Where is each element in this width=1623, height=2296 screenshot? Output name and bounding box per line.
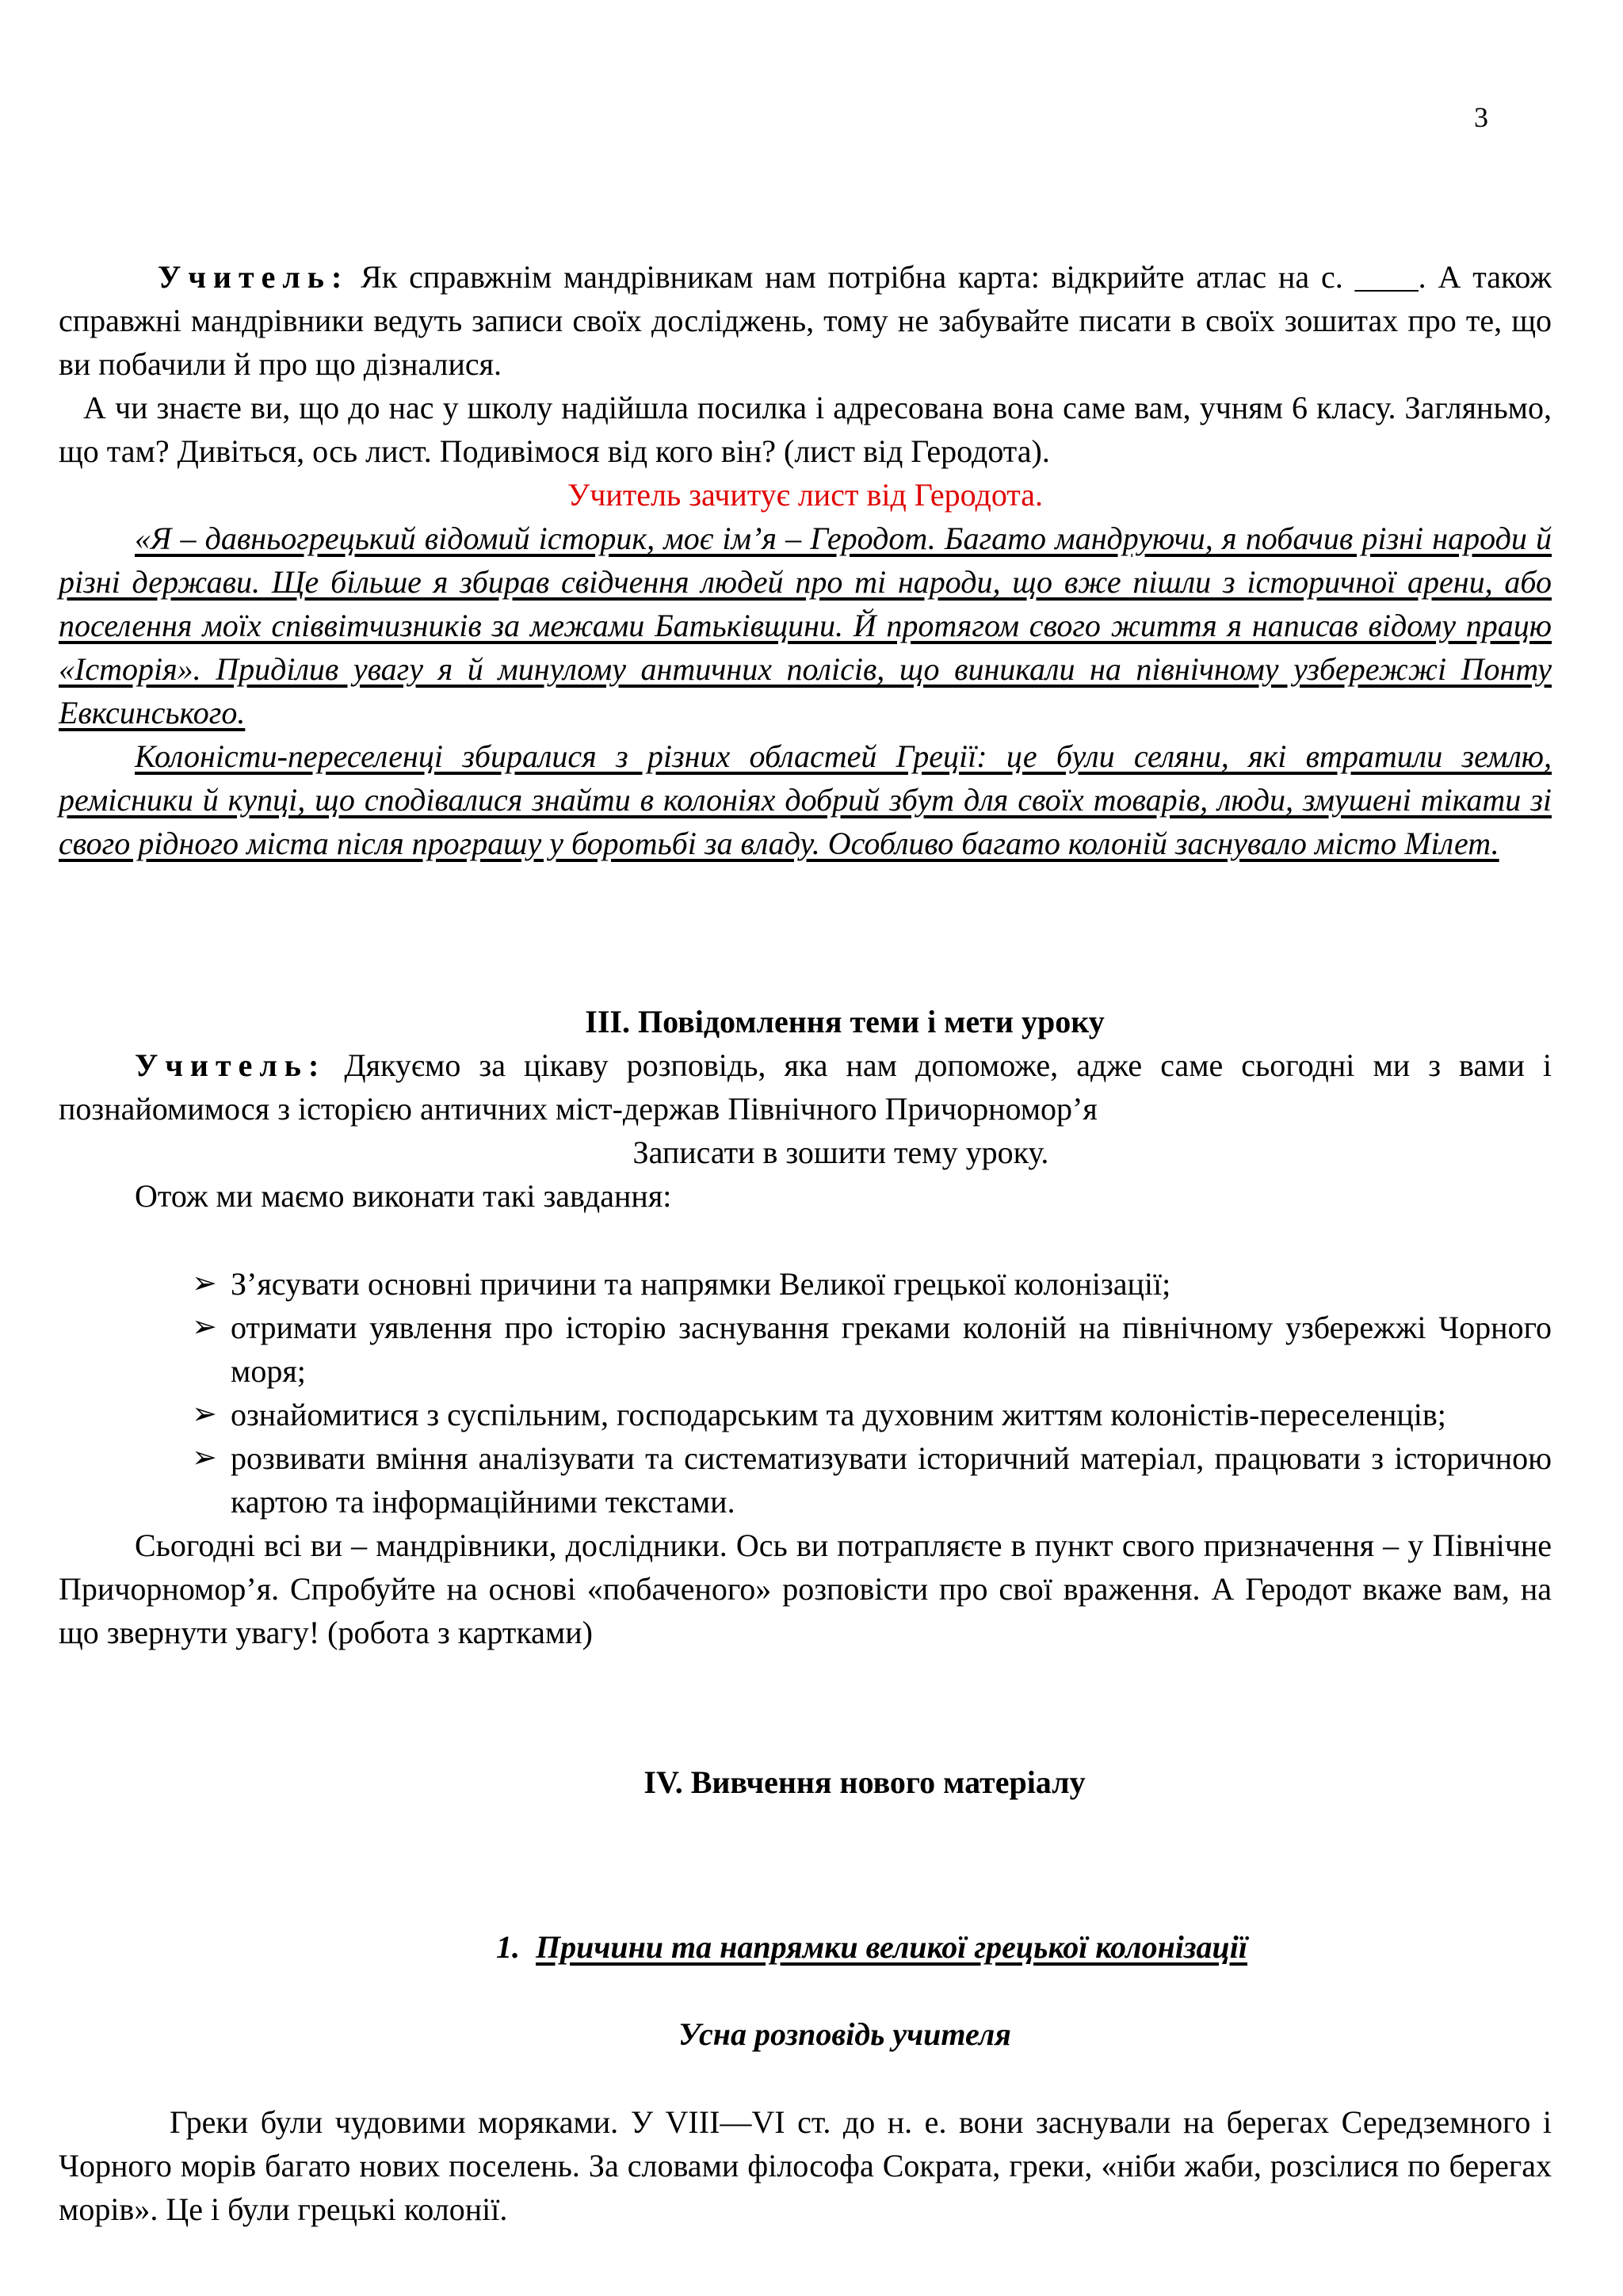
section-3: [59, 1000, 1552, 1654]
oral-story-heading: Усна розповідь учителя: [678, 2016, 1011, 2052]
arrow-bullet-icon: ➢: [192, 1398, 217, 1431]
section-4-text-block: [59, 2100, 1552, 2231]
tasks-list: [59, 1262, 1552, 1524]
section-3-paragraph: [59, 1043, 1552, 1131]
intro-section: [59, 255, 1552, 865]
subsection-title: Причини та напрямки великої грецької колонізації: [536, 1929, 1247, 1965]
section-3-closing: Сьогодні всі ви – мандрівники, дослідники. Ось ви потрапляєте в пункт свого призначення – у Північне Причорномор’я. Спробуйте на основі «побаченого» розповісти про свої враження. А Геродот вкаже вам, на що звернути увагу! (робота з картками): [59, 1527, 1552, 1650]
list-item: ➢ ознайомитися з суспільним, господарським та духовним життям колоністів-переселенців;: [59, 1393, 1552, 1436]
section-3-text: Дякуємо за цікаву розповідь, яка нам допоможе, адже саме сьогодні ми з вами і познайомимося з історією античних міст-держав Північного Причорномор’я: [59, 1047, 1552, 1127]
speaker-label: Учитель:: [135, 1047, 327, 1083]
arrow-bullet-icon: ➢: [192, 1267, 217, 1300]
section-3-note: Записати в зошити тему уроку.: [632, 1135, 1049, 1170]
oral-story-heading-block: [59, 2012, 1552, 2056]
intro-paragraph-1: [59, 255, 1552, 386]
intro-text-1: Як справжнім мандрівникам нам потрібна карта: відкрийте атлас на с. ____. А також справжні мандрівники ведуть записи своїх досліджень, тому не забувайте писати в своїх зошитах про те, що ви побачили й про що дізналися.: [59, 259, 1552, 382]
subsection-number: 1.: [496, 1929, 520, 1965]
intro-paragraph-2: А чи знаєте ви, що до нас у школу надійшла посилка і адресована вона саме вам, учням 6 класу. Загляньмо, що там? Дивіться, ось лист. Подивімося від кого він? (лист від Геродота).: [59, 390, 1552, 469]
herodotus-letter-paragraph-1: «Я – давньогрецький відомий історик, моє ім’я – Геродот. Багато мандруючи, я побачив різні народи й різні держави. Ще більше я збирав свідчення людей про ті народи, що вже пішли з історичної арени, або поселення моїх співвітчизників за межами Батьківщини. Й протягом свого життя я написав відому працю «Історія». Приділив увагу я й минулому античних полісів, що виникали на північному узбережжі Понту Евксинського.: [59, 521, 1552, 730]
arrow-bullet-icon: ➢: [192, 1441, 217, 1474]
herodotus-letter-paragraph-2: Колоністи-переселенці збиралися з різних областей Греції: це були селяни, які втратили землю, ремісники й купці, що сподівалися знайти в колоніях добрий збут для своїх товарів, люди, змушені тікати зі свого рідного міста після програшу у боротьбі за владу. Особливо багато колоній заснувало місто Мілет.: [59, 738, 1552, 861]
section-4-heading: ІV. Вивчення нового матеріалу: [643, 1764, 1086, 1800]
subsection-1-title: [59, 1925, 1552, 1969]
list-item: ➢ З’ясувати основні причини та напрямки Великої грецької колонізації;: [59, 1262, 1552, 1306]
section-3-heading: ІІІ. Повідомлення теми і мети уроку: [585, 1004, 1105, 1039]
arrow-bullet-icon: ➢: [192, 1310, 217, 1344]
tasks-intro: Отож ми маємо виконати такі завдання:: [135, 1178, 672, 1214]
page-number: 3: [1474, 101, 1488, 133]
list-item: ➢ розвивати вміння аналізувати та систематизувати історичний матеріал, працювати з історичною картою та інформаційними текстами.: [59, 1436, 1552, 1524]
section-4-paragraph: Греки були чудовими моряками. У VIII—VI ст. до н. е. вони заснували на берегах Середземного і Чорного морів багато нових поселень. За словами філософа Сократа, греки, «ніби жаби, розсілися по берегах морів». Це і були грецькі колонії.: [59, 2104, 1552, 2227]
section-4: [59, 1760, 1552, 1804]
list-item: ➢ отримати уявлення про історію заснування греками колоній на північному узбережжі Чорного моря;: [59, 1306, 1552, 1393]
speaker-label: Учитель:: [158, 259, 349, 295]
red-note: Учитель зачитує лист від Геродота.: [567, 477, 1044, 513]
